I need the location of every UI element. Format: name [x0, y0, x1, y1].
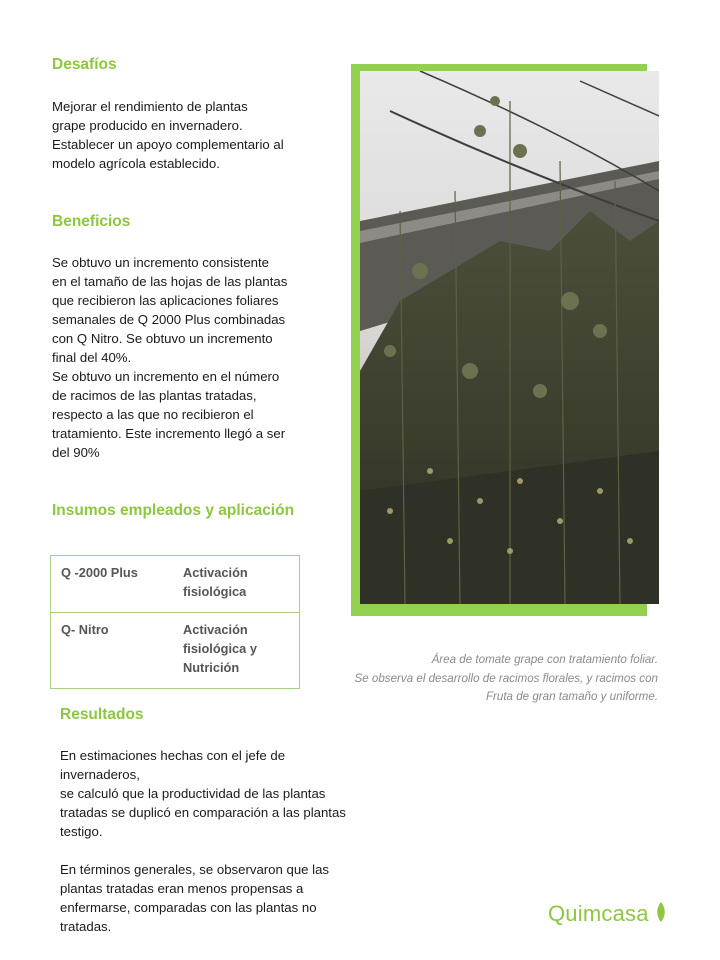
table-row: [51, 556, 300, 613]
use-cell: Activación fisiológica: [183, 565, 248, 599]
product-cell: Q- Nitro: [51, 613, 174, 689]
insumos-table: [50, 555, 300, 689]
insumos-heading: Insumos empleados y aplicación: [52, 502, 295, 519]
greenhouse-photo-illustration: [360, 71, 659, 604]
table-row: [51, 613, 300, 689]
logo-text-quim: Quim: [548, 901, 602, 926]
logo-text-casa: casa: [601, 901, 649, 926]
use-cell: Activación fisiológica y Nutrición: [173, 613, 300, 689]
desafios-heading: Desafíos: [52, 56, 117, 73]
beneficios-text: Se obtuvo un incremento consistente en el tamaño de las hojas de las plantas que recibieron las aplicaciones foliares semanales de Q 2000 Plus combinadas con Q Nitro. Se obtuvo un incremento final del 40%. Se obtuvo un incremento en el número de racimos de las plantas tratadas, respecto a las que no recibieron el tratamiento. Este incremento llegó a ser del 90%: [52, 255, 288, 460]
greenhouse-photo: [360, 71, 659, 604]
beneficios-heading: Beneficios: [52, 213, 131, 230]
product-cell: Q -2000 Plus: [61, 565, 138, 580]
resultados-heading: Resultados: [60, 706, 144, 723]
photo-frame: [351, 64, 647, 616]
desafios-text: Mejorar el rendimiento de plantas grape producido en invernadero. Establecer un apoyo complementario al modelo agrícola establecido.: [52, 99, 284, 171]
quimcasa-logo: [548, 901, 667, 927]
photo-caption: Área de tomate grape con tratamiento foliar. Se observa el desarrollo de racimos florales, y racimos con Fruta de gran tamaño y uniforme.: [354, 653, 658, 703]
resultados-text: En estimaciones hechas con el jefe de invernaderos, se calculó que la productividad de las plantas tratadas se duplicó en comparación a las plantas testigo. En términos generales, se observaron que las plantas tratadas eran menos propensas a enfermarse, comparadas con las plantas no tratadas.: [60, 748, 346, 934]
leaf-icon: [655, 901, 667, 923]
